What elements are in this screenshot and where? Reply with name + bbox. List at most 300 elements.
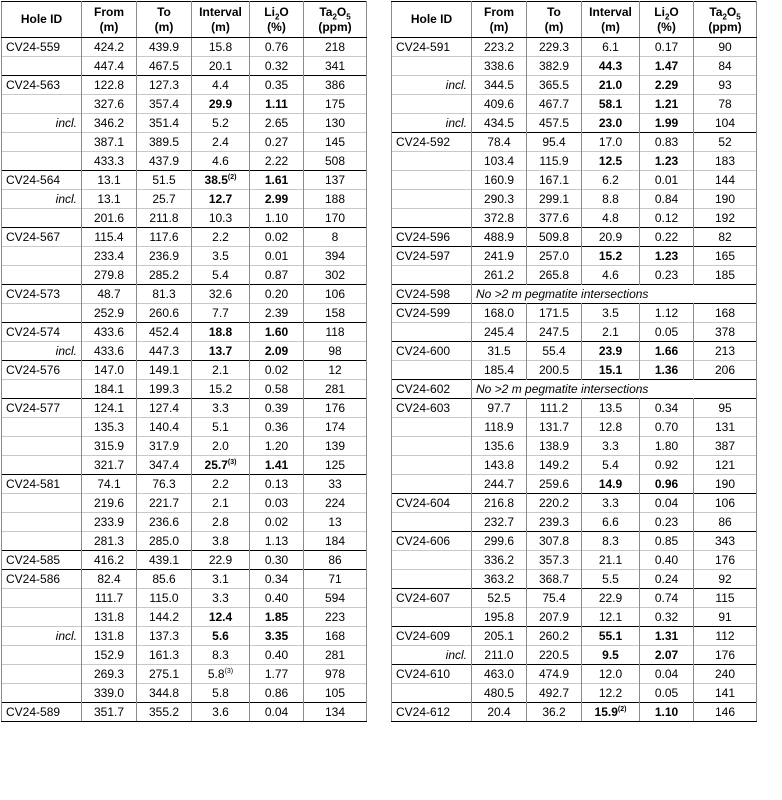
cell-from-value: 160.9 [483,173,515,187]
table-row [392,342,757,361]
cell-interval [192,266,250,285]
cell-hole-id [392,152,472,171]
cell-ta2o5-value: 137 [324,173,346,187]
cell-to [137,342,192,361]
header-interval: Interval (m) [582,2,640,38]
cell-to [527,76,582,95]
cell-interval [192,456,250,475]
cell-interval-value: 12.2 [598,686,623,700]
cell-from [82,304,137,323]
table-row [2,437,367,456]
cell-hole-id: CV24-596 [392,228,472,247]
footnote-marker: (3) [224,668,234,675]
table-row [392,703,757,722]
cell-li2o [250,152,304,171]
cell-ta2o5-value: 190 [714,477,736,491]
cell-li2o [640,95,694,114]
table-row [392,380,757,399]
cell-from-value: 387.1 [93,135,125,149]
cell-hole-id: CV24-589 [2,703,82,722]
cell-to [527,304,582,323]
cell-from [82,133,137,152]
cell-interval-value: 13.5 [598,401,623,415]
cell-to [527,323,582,342]
table-row [2,95,367,114]
cell-li2o [640,228,694,247]
cell-to [137,361,192,380]
cell-li2o [640,513,694,532]
cell-ta2o5 [694,703,757,722]
cell-interval-value: 44.3 [598,59,623,73]
cell-to [527,209,582,228]
cell-ta2o5-value: 165 [714,249,736,263]
cell-ta2o5 [304,342,367,361]
cell-interval-value: 4.4 [212,78,229,92]
cell-interval-value: 25.7 [204,458,228,472]
table-row [2,418,367,437]
cell-to [527,456,582,475]
cell-li2o-value: 0.05 [654,686,679,700]
cell-to-value: 239.3 [538,515,570,529]
cell-to-value: 220.2 [538,496,570,510]
cell-ta2o5 [304,133,367,152]
cell-li2o [250,551,304,570]
cell-to-value: 36.2 [542,705,566,719]
cell-interval-value: 6.6 [602,515,619,529]
cell-li2o [640,494,694,513]
cell-li2o-value: 1.23 [654,249,679,263]
table-row [392,513,757,532]
cell-li2o-value: 0.76 [264,40,289,54]
cell-ta2o5 [304,361,367,380]
cell-ta2o5-value: 190 [714,192,736,206]
cell-interval [582,475,640,494]
cell-hole-id [2,532,82,551]
cell-li2o-value: 0.05 [654,325,679,339]
assay-table-right [391,1,757,722]
cell-li2o-value: 0.74 [654,591,679,605]
cell-to-value: 355.2 [148,705,180,719]
cell-interval [192,323,250,342]
cell-from-value: 135.3 [93,420,125,434]
cell-li2o-value: 2.07 [654,648,679,662]
cell-to-value: 285.2 [148,268,180,282]
cell-ta2o5-value: 213 [714,344,736,358]
cell-hole-id: incl. [2,342,82,361]
cell-ta2o5-value: 240 [714,667,736,681]
cell-hole-id [2,133,82,152]
table-row [2,532,367,551]
cell-ta2o5-value: 192 [714,211,736,225]
cell-ta2o5 [304,57,367,76]
cell-interval-value: 23.9 [598,344,623,358]
cell-to-value: 457.5 [538,116,570,130]
cell-li2o-value: 2.22 [264,154,289,168]
cell-interval-value: 6.2 [602,173,619,187]
cell-from [82,228,137,247]
cell-to [137,570,192,589]
cell-li2o [250,703,304,722]
cell-li2o-value: 0.40 [264,591,289,605]
cell-li2o [640,589,694,608]
cell-ta2o5 [694,190,757,209]
cell-hole-id [392,323,472,342]
cell-hole-id: incl. [2,114,82,133]
cell-ta2o5 [304,266,367,285]
cell-to-value: 115.9 [539,154,569,168]
cell-hole-id: CV24-612 [392,703,472,722]
cell-to-value: 51.5 [152,173,176,187]
cell-li2o-value: 0.70 [654,420,679,434]
cell-li2o-value: 0.32 [654,610,679,624]
cell-li2o-value: 0.20 [264,287,289,301]
cell-from [472,570,527,589]
cell-from [472,494,527,513]
table-row [392,589,757,608]
cell-ta2o5-value: 13 [328,515,342,529]
cell-interval [192,209,250,228]
cell-to [527,228,582,247]
cell-from-value: 122.8 [93,78,125,92]
assay-table-left [1,1,367,722]
table-row [2,551,367,570]
cell-to [527,513,582,532]
table-row [392,57,757,76]
cell-to-value: 221.7 [148,496,180,510]
cell-li2o [250,95,304,114]
cell-hole-id: CV24-597 [392,247,472,266]
cell-from [472,399,527,418]
cell-interval-value: 8.3 [602,534,619,548]
cell-hole-id: CV24-581 [2,475,82,494]
cell-interval-value: 15.9 [594,705,618,719]
cell-to [527,684,582,703]
cell-interval-value: 3.1 [212,572,229,586]
table-row [392,266,757,285]
cell-ta2o5-value: 386 [324,78,346,92]
cell-interval-value: 3.5 [212,249,229,263]
cell-interval-value: 5.2 [212,116,229,130]
cell-from [472,114,527,133]
cell-li2o [640,209,694,228]
cell-to-value: 115.0 [149,591,179,605]
cell-li2o [250,380,304,399]
cell-to [527,608,582,627]
cell-li2o [640,152,694,171]
cell-li2o [250,57,304,76]
cell-li2o-value: 0.27 [264,135,289,149]
cell-interval [582,532,640,551]
cell-li2o-value: 0.02 [264,230,289,244]
cell-interval [192,646,250,665]
cell-li2o [250,475,304,494]
cell-interval-value: 15.1 [598,363,623,377]
cell-ta2o5 [694,437,757,456]
cell-hole-id: incl. [2,627,82,646]
cell-interval-value: 5.8 [207,667,225,681]
cell-interval [192,627,250,646]
cell-interval [192,95,250,114]
cell-interval [582,665,640,684]
cell-li2o [250,285,304,304]
cell-li2o [640,399,694,418]
cell-li2o [640,703,694,722]
cell-hole-id [392,57,472,76]
table-row [2,475,367,494]
cell-to [137,380,192,399]
table-row [2,684,367,703]
cell-li2o-value: 1.23 [654,154,679,168]
cell-hole-id [2,589,82,608]
cell-ta2o5 [304,608,367,627]
cell-ta2o5 [694,95,757,114]
table-row [392,152,757,171]
table-row [2,171,367,190]
cell-from-value: 13.1 [97,173,121,187]
cell-li2o [640,437,694,456]
cell-ta2o5-value: 158 [324,306,346,320]
cell-li2o-value: 0.39 [264,401,289,415]
cell-to [527,133,582,152]
cell-to [137,209,192,228]
cell-to [137,684,192,703]
cell-li2o-value: 0.04 [654,496,679,510]
cell-interval [192,247,250,266]
cell-ta2o5 [694,399,757,418]
cell-from-value: 103.4 [483,154,515,168]
cell-li2o [640,304,694,323]
cell-interval-value: 10.3 [208,211,233,225]
cell-ta2o5 [304,285,367,304]
table-row [2,133,367,152]
cell-ta2o5 [304,703,367,722]
cell-hole-id [392,266,472,285]
cell-ta2o5 [694,608,757,627]
cell-hole-id [2,57,82,76]
cell-li2o-value: 1.41 [264,458,289,472]
table-row [2,323,367,342]
cell-li2o-value: 0.92 [654,458,679,472]
cell-interval-value: 5.4 [602,458,619,472]
cell-interval-value: 15.8 [208,40,233,54]
cell-hole-id: CV24-577 [2,399,82,418]
cell-to-value: 200.5 [538,363,570,377]
table-row [2,266,367,285]
cell-interval [582,418,640,437]
cell-interval [582,152,640,171]
cell-from [82,57,137,76]
cell-li2o [250,38,304,57]
cell-from [472,133,527,152]
cell-from-value: 245.4 [483,325,515,339]
cell-li2o [250,247,304,266]
cell-from-value: 97.7 [487,401,511,415]
cell-interval-value: 2.2 [212,230,229,244]
cell-from [82,323,137,342]
cell-hole-id: incl. [2,190,82,209]
cell-ta2o5-value: 130 [324,116,346,130]
cell-hole-id: CV24-602 [392,380,472,399]
cell-interval [582,228,640,247]
cell-from [82,190,137,209]
cell-to-value: 474.9 [538,667,570,681]
cell-li2o [250,190,304,209]
cell-hole-id: CV24-586 [2,570,82,589]
cell-li2o-value: 2.99 [264,192,289,206]
cell-interval-value: 9.5 [602,648,619,662]
cell-to [137,323,192,342]
cell-to [527,152,582,171]
cell-from-value: 346.2 [93,116,125,130]
cell-li2o-value: 0.24 [654,572,679,586]
cell-li2o [250,627,304,646]
cell-hole-id [2,418,82,437]
cell-to-value: 439.1 [148,553,180,567]
cell-interval-value: 2.2 [212,477,229,491]
cell-interval [192,399,250,418]
cell-to-value: 377.6 [538,211,570,225]
cell-from-value: 52.5 [487,591,511,605]
cell-from-value: 143.8 [483,458,515,472]
cell-to-value: 247.5 [538,325,570,339]
cell-to-value: 509.8 [538,230,570,244]
cell-ta2o5-value: 93 [718,78,732,92]
cell-li2o [640,684,694,703]
cell-from-value: 168.0 [483,306,515,320]
table-row [392,323,757,342]
cell-to [527,703,582,722]
cell-li2o [250,494,304,513]
cell-li2o-value: 0.40 [654,553,679,567]
cell-ta2o5 [304,532,367,551]
cell-ta2o5 [694,513,757,532]
cell-ta2o5-value: 188 [324,192,346,206]
cell-to-value: 75.4 [542,591,566,605]
cell-ta2o5 [304,665,367,684]
cell-ta2o5-value: 95 [718,401,732,415]
footnote-marker: (2) [617,706,627,713]
cell-ta2o5-value: 170 [324,211,346,225]
cell-interval [582,551,640,570]
cell-note: No >2 m pegmatite intersections [472,285,757,304]
cell-to-value: 81.3 [152,287,176,301]
cell-to [137,76,192,95]
cell-to-value: 299.1 [538,192,570,206]
cell-from [472,532,527,551]
cell-interval [582,190,640,209]
cell-interval [582,361,640,380]
cell-to [527,114,582,133]
cell-interval [582,684,640,703]
cell-ta2o5 [304,646,367,665]
cell-hole-id [2,95,82,114]
cell-ta2o5 [304,494,367,513]
cell-li2o-value: 1.60 [264,325,289,339]
cell-to-value: 111.2 [539,401,569,415]
cell-interval [582,589,640,608]
cell-to-value: 161.3 [148,648,180,662]
cell-from-value: 20.4 [487,705,511,719]
cell-hole-id [392,209,472,228]
cell-interval-value: 22.9 [598,591,623,605]
cell-li2o-value: 0.34 [654,401,679,415]
cell-to [527,475,582,494]
table-row [392,304,757,323]
cell-from-value: 135.6 [483,439,515,453]
cell-interval-value: 22.9 [208,553,233,567]
table-row [392,456,757,475]
table-row [2,228,367,247]
cell-ta2o5 [304,76,367,95]
cell-ta2o5-value: 134 [324,705,346,719]
cell-ta2o5-value: 33 [328,477,342,491]
cell-li2o-value: 1.47 [654,59,679,73]
cell-to-value: 259.6 [538,477,570,491]
cell-interval-value: 12.7 [208,192,233,206]
cell-ta2o5 [304,456,367,475]
table-row [392,209,757,228]
cell-to [137,38,192,57]
cell-to-value: 389.5 [148,135,180,149]
cell-ta2o5-value: 281 [324,382,346,396]
cell-to-value: 117.6 [149,230,179,244]
cell-from-value: 261.2 [483,268,515,282]
cell-li2o [250,133,304,152]
cell-from [472,703,527,722]
table-row [392,418,757,437]
cell-li2o [640,475,694,494]
cell-from [82,703,137,722]
cell-li2o-value: 0.34 [264,572,289,586]
cell-to-value: 368.7 [538,572,570,586]
cell-from-value: 480.5 [483,686,515,700]
cell-li2o [640,247,694,266]
cell-from [472,95,527,114]
cell-from [82,475,137,494]
table-row [2,570,367,589]
cell-from-value: 152.9 [93,648,125,662]
cell-from-value: 48.7 [97,287,121,301]
cell-from-value: 327.6 [93,97,125,111]
table-row [392,76,757,95]
cell-li2o-value: 2.65 [264,116,289,130]
cell-li2o-value: 2.29 [654,78,679,92]
cell-ta2o5-value: 978 [324,667,346,681]
cell-ta2o5 [694,133,757,152]
cell-hole-id [392,608,472,627]
cell-from-value: 233.4 [93,249,125,263]
cell-to [527,247,582,266]
cell-from-value: 281.3 [93,534,125,548]
cell-hole-id [392,95,472,114]
cell-to-value: 351.4 [148,116,180,130]
cell-hole-id: CV24-610 [392,665,472,684]
cell-ta2o5-value: 387 [714,439,736,453]
cell-ta2o5-value: 341 [324,59,346,73]
cell-from [472,190,527,209]
cell-from [82,437,137,456]
cell-li2o-value: 0.32 [264,59,289,73]
cell-from [472,665,527,684]
cell-hole-id [2,665,82,684]
table-row [2,361,367,380]
cell-from-value: 131.8 [93,629,125,643]
cell-interval-value: 12.8 [598,420,623,434]
table-row [2,304,367,323]
cell-from-value: 447.4 [93,59,125,73]
cell-ta2o5-value: 125 [324,458,346,472]
cell-ta2o5 [304,418,367,437]
